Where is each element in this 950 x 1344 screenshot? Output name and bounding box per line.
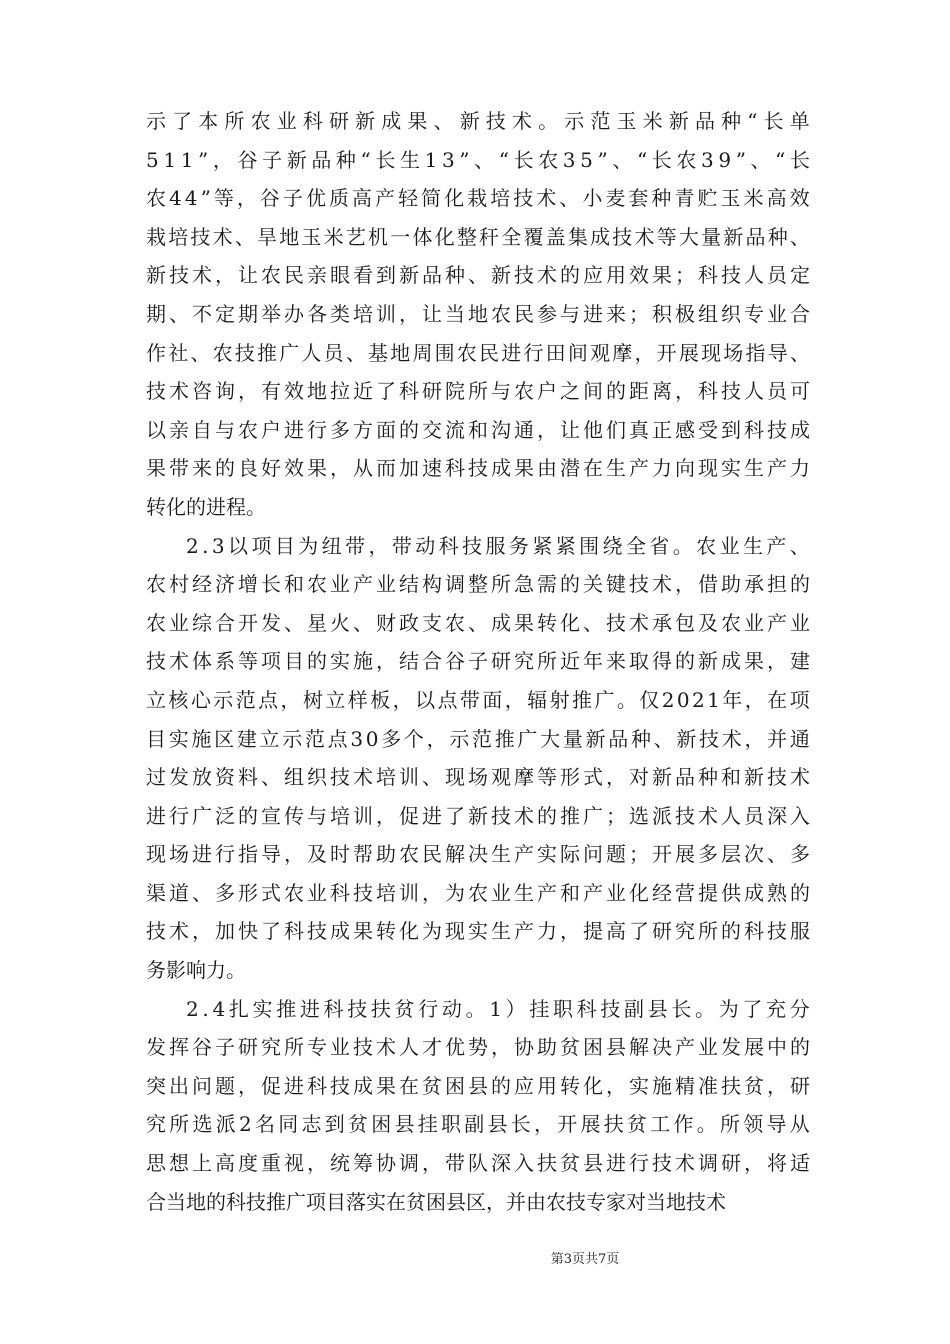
text-line: 果 带 来 的 良 好 效 果 ， 从 而 加 速 科 技 成 果 由 潜 在 生 产 力 向 现 实 生 产 力 [146,456,810,481]
text-line: 示 了 本 所 农 业 科 研 新 成 果 、 新 技 术 。 示 范 玉 米 新 品 种 “ 长 单 [146,109,810,133]
paragraph [146,102,810,527]
text-line: 发 挥 谷 子 研 究 所 专 业 技 术 人 才 优 势 ， 协 助 贫 困 县 解 决 产 业 发 展 中 的 [146,1035,810,1060]
text-line: 进 行 广 泛 的 宣 传 与 培 训 ， 促 进 了 新 技 术 的 推 广 ； 选 派 技 术 人 员 深 入 [146,803,810,828]
text-line: 立 核 心 示 范 点 ， 树 立 样 板 ， 以 点 带 面 ， 辐 射 推 广 。 仅 2 0 2 1 年 ， 在 项 [146,687,810,712]
text-line: 现 场 进 行 指 导 ， 及 时 帮 助 农 民 解 决 生 产 实 际 问 题 ； 开 展 多 层 次 、 多 [146,842,810,867]
text-line: 以 亲 自 与 农 户 进 行 多 方 面 的 交 流 和 沟 通 ， 让 他 们 真 正 感 受 到 科 技 成 [146,417,810,442]
text-line: 技 术 ， 加 快 了 科 技 成 果 转 化 为 现 实 生 产 力 ， 提 高 了 研 究 所 的 科 技 服 [146,919,810,944]
text-line: 2 . 3 以 项 目 为 纽 带 ， 带 动 科 技 服 务 紧 紧 围 绕 全 省 。 农 业 生 产 、 [186,533,810,558]
page-number: 第3页共7页 [550,1252,620,1267]
paragraph [146,990,810,1222]
body-text [146,102,810,1221]
text-line: 期 、 不 定 期 举 办 各 类 培 训 ， 让 当 地 农 民 参 与 进 来 ； 积 极 组 织 专 业 合 [146,301,810,326]
text-line: 思 想 上 高 度 重 视 ， 统 筹 协 调 ， 带 队 深 入 扶 贫 县 进 行 技 术 调 研 ， 将 适 [146,1151,810,1176]
paragraph [146,527,810,990]
text-line: 合当地的科技推广项目落实在贫困县区，并由农技专家对当地技术 [146,1189,726,1214]
text-line: 务影响力。 [146,958,246,983]
text-line: 究 所 选 派 2 名 同 志 到 贫 困 县 挂 职 副 县 长 ， 开 展 扶 贫 工 作 。 所 领 导 从 [146,1112,810,1137]
text-line: 农 业 综 合 开 发 、 星 火 、 财 政 支 农 、 成 果 转 化 、 技 术 承 包 及 农 业 产 业 [146,610,810,635]
text-line: 渠 道 、 多 形 式 农 业 科 技 培 训 ， 为 农 业 生 产 和 产 业 化 经 营 提 供 成 熟 的 [146,880,810,905]
page-footer [0,1248,950,1267]
text-line: 突 出 问 题 ， 促 进 科 技 成 果 在 贫 困 县 的 应 用 转 化 ， 实 施 精 准 扶 贫 ， 研 [146,1073,810,1098]
text-line: 5 1 1 ” ， 谷 子 新 品 种 “ 长 生 1 3 ” 、 “ 长 农 3 5 ” 、 “ 长 农 3 9 ” 、 “ 长 [146,147,810,172]
text-line: 转化的进程。 [146,494,266,519]
text-line: 目 实 施 区 建 立 示 范 点 3 0 多 个 ， 示 范 推 广 大 量 新 品 种 、 新 技 术 ， 并 通 [146,726,810,751]
text-line: 过 发 放 资 料 、 组 织 技 术 培 训 、 现 场 观 摩 等 形 式 ， 对 新 品 种 和 新 技 术 [146,765,810,790]
text-line: 新 技 术 ， 让 农 民 亲 眼 看 到 新 品 种 、 新 技 术 的 应 用 效 果 ； 科 技 人 员 定 [146,263,810,288]
text-line: 农 村 经 济 增 长 和 农 业 产 业 结 构 调 整 所 急 需 的 关 键 技 术 ， 借 助 承 担 的 [146,572,810,597]
text-line: 技 术 咨 询 ， 有 效 地 拉 近 了 科 研 院 所 与 农 户 之 间 的 距 离 ， 科 技 人 员 可 [146,379,810,404]
text-line: 作 社 、 农 技 推 广 人 员 、 基 地 周 围 农 民 进 行 田 间 观 摩 ， 开 展 现 场 指 导 、 [146,340,810,365]
text-line: 栽 培 技 术 、 旱 地 玉 米 艺 机 一 体 化 整 秆 全 覆 盖 集 成 技 术 等 大 量 新 品 种 、 [146,224,810,249]
text-line: 技 术 体 系 等 项 目 的 实 施 ， 结 合 谷 子 研 究 所 近 年 来 取 得 的 新 成 果 ， 建 [146,649,810,674]
text-line: 2 . 4 扎 实 推 进 科 技 扶 贫 行 动 。 1 ） 挂 职 科 技 副 县 长 。 为 了 充 分 [186,996,810,1021]
text-line: 农 4 4 ” 等 ， 谷 子 优 质 高 产 轻 简 化 栽 培 技 术 、 小 麦 套 种 青 贮 玉 米 高 效 [146,186,810,211]
